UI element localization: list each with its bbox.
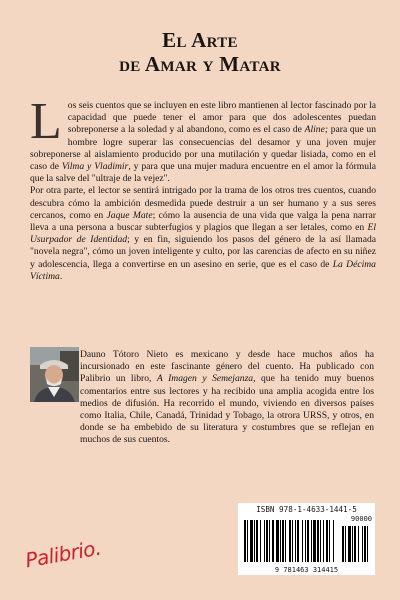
blurb-paragraph-1: Los seis cuentos que se incluyen en este libro mantienen al lector fascinado por la capacidad que puede tener el amor para que dos adolescentes puedan sobreponerse a la soledad y al abandono, como es el caso de Aline; para que un hombre logre superar las consecuencias del desamor y una joven mujer sobreponerse al aislamiento producido por una mutilación y quedar lisiada, como en el caso de Vilma y Vladimir, y para que una mujer madura encuentre en el amor la fórmula que la salve del "ultraje de la vejez". [30,93,376,185]
book-title [0,28,400,76]
barcode-bar [305,520,306,562]
barcode-bar [345,526,346,562]
story-title: Aline; [304,124,329,136]
barcode-bar [260,520,261,562]
barcode-bar [289,520,291,562]
barcode-bar [320,520,321,562]
back-cover-blurb [30,93,377,283]
story-title: Vilma y Vladimir [61,161,129,173]
barcode-bar [244,520,246,562]
barcode-bar [313,520,316,562]
barcode-bar [342,526,344,562]
publisher-logo: Palibrio. [23,535,103,573]
isbn-number: ISBN 978-1-4633-1441-5 [256,505,357,514]
barcode-bar [269,520,270,562]
barcode-bar [358,526,359,562]
barcode-bar [364,526,366,562]
barcode-bar [250,520,253,562]
barcode-bar [333,520,334,562]
barcode-bar [311,520,312,562]
barcode-bar [348,526,351,562]
barcode-bar [297,520,299,562]
barcode-bar [280,520,281,562]
price-code: 90000 [350,515,372,523]
barcode-bar [276,520,279,562]
barcode-digits: 9 781463 314415 [274,566,339,574]
barcode-bar [256,520,258,562]
story-title: La Décima Víctima [30,258,376,282]
barcode-bar [323,520,324,562]
barcode-bars [242,520,371,564]
barcode-bar [367,526,368,562]
barcode-bar [272,520,274,562]
barcode-bar [307,520,309,562]
barcode-bar [302,520,303,562]
barcode-bar [352,526,353,562]
barcode-bar [295,520,296,562]
title-line-2: de Amar y Matar [119,52,281,76]
barcode-bar [354,526,356,562]
blurb-paragraph-2: Por otra parte, el lector se sentirá intrigado por la trama de los otros tres cuentos, cuando descubra cómo la ambición desmedida puede destruir a un ser humano y a sus seres cercanos, como en Jaque Mate; cómo la ausencia de una vida que valga la pena narrar lleva a una persona a buscar subterfugios y plagios que llegan a ser letales, como en El Usurpador de Identidad; y en fin, siguiendo los pasos del género de la así llamada "novela negra", cómo un joven inteligente y culto, por las carencias de afecto en su niñez y adolescencia, llega a convertirse en un asesino en serie, que es el caso de La Décima Víctima. [30,185,377,282]
drop-cap: L [30,93,62,150]
title-line-1: El Arte [162,28,238,52]
barcode-bar [254,520,255,562]
story-title: El Usurpador de Identidad [30,222,376,246]
author-bio: Dauno Tótoro Nieto es mexicano y desde hace muchos años ha incursionado en este fascinante género del cuento. Ha publicado con Palibrio un libro, A Imagen y Semejanza, que ha tenido muy buenos comentarios entre sus lectores y ha recibido una amplia acogida entre los medios de difusión. Ha recorrido el mundo, viviendo en diversos países como Italia, Chile, Canadá, Trinidad y Tobago, la otrora URSS, y otros, en donde se ha embebido de su literatura y costumbres que se reflejan en muchos de sus cuentos. [80,349,375,446]
barcode-bar [326,520,328,562]
barcode-bar [292,520,293,562]
isbn-barcode [238,503,375,575]
barcode-bar [282,520,284,562]
barcode-bar [285,520,286,562]
author-photo [30,347,79,402]
barcode-bar [266,520,268,562]
story-title: Jaque Mate [106,209,153,221]
barcode-bar [264,520,265,562]
barcode-bar [329,520,330,562]
barcode-bar [247,520,248,562]
barcode-bar [362,526,363,562]
barcode-bar [317,520,319,562]
book-title-reference: A Imagen y Semejanza [156,373,254,385]
